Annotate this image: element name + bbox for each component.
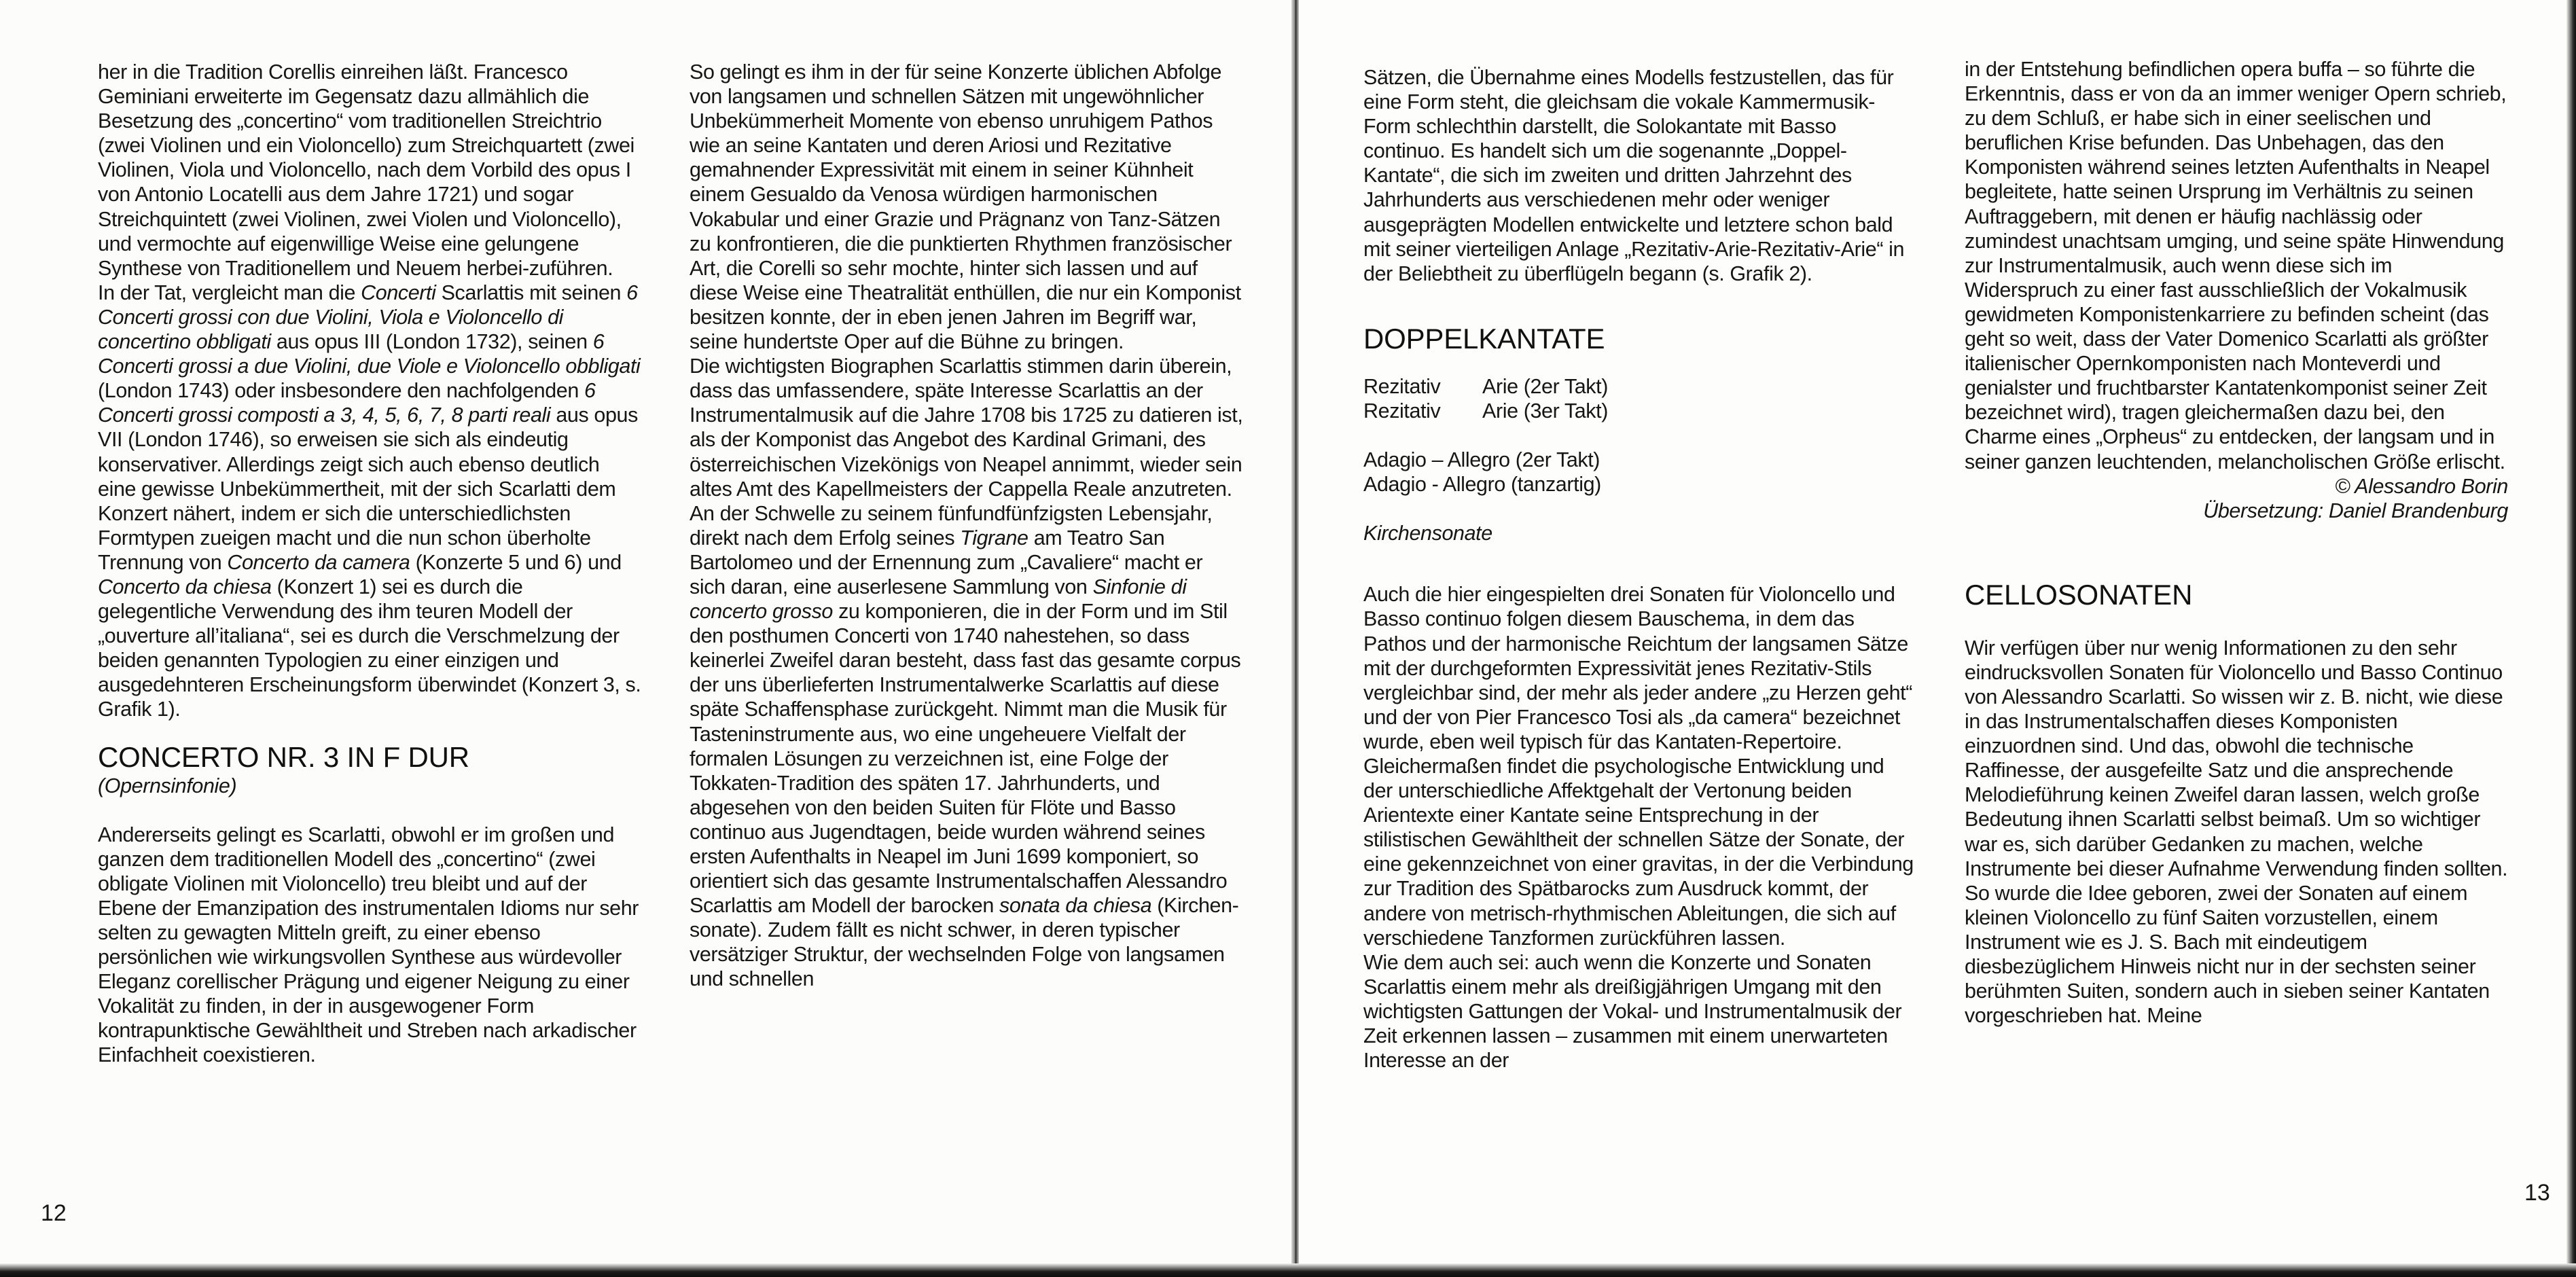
paragraph: So gelingt es ihm in der für seine Konzerte üblichen Abfolge von langsamen und schnellen Sätzen mit ungewöhnlicher Unbekümmerheit Momente von ebenso unruhigem Pathos wie an seine Kantaten und deren Ariosi und Rezitative gemahnender Expressivität mit einem in seiner Kühnheit einem Gesualdo da Venosa würdigen harmonischen Vokabular und einer Grazie und Prägnanz von Tanz-Sätzen zu konfrontieren, die die punktierten Rhythmen französischer Art, die Corelli so sehr mochte, hinter sich lassen und auf diese Weise eine Theatralität enthüllen, die nur ein Komponist besitzen konnte, der in eben jenen Jahren im Begriff war, seine hundertste Oper auf die Bühne zu bringen. (690, 60, 1241, 354)
right-page (1299, 0, 2576, 1277)
page-edge (2566, 0, 2576, 1277)
paragraph: Sätzen, die Übernahme eines Modells festzustellen, das für eine Form steht, die gleichsam die vokale Kammermusik-Form schlechthin darstellt, die Solokantate mit Basso continuo. Es handelt sich um die sogenannte „Doppel-Kantate“, die sich im zweiten und dritten Jahrzehnt des Jahrhunderts aus verschiedenen mehr oder weniger ausgeprägten Modellen entwickelte und letztere schon bald mit seiner vierteiligen Anlage „Rezitativ-Arie-Rezitativ-Arie“ in der Beliebtheit zu überflügeln begann (s. Grafik 2). (1363, 66, 1905, 285)
left-column-1 (98, 60, 641, 1068)
paragraph: her in die Tradition Corellis einreihen läßt. Francesco Geminiani erweiterte im Gegensatz dazu allmählich die Besetzung des „concertino“ vom traditionellen Streichtrio (zwei Violinen und ein Violoncello) zum Streichquartett (zwei Violinen, Viola und Violoncello, nach dem Vorbild des opus I von Antonio Locatelli aus dem Jahre 1721) und sogar Streichquintett (zwei Violinen, zwei Violen und Violoncello), und vermochte auf eigenwillige Weise eine gelungene Synthese von Traditionellem und Neuem herbei-zuführen. (98, 60, 634, 280)
page-edge (0, 1263, 2576, 1277)
section-heading: CELLOSONATEN (1965, 578, 2193, 611)
scheme-row: Rezitativ Arie (3er Takt) (1363, 399, 1608, 422)
page-number: 13 (2524, 1180, 2550, 1206)
right-column-1 (1363, 65, 1917, 1073)
paragraph: In der Tat, vergleicht man die Concerti Scarlattis mit seinen 6 Concerti grossi con due Violini, Viola e Violoncello di concertino obbligati aus opus III (London 1732), seinen 6 Concerti grossi a due Violini, due Viole e Violoncello obbligati (London 1743) oder insbesondere den nachfolgenden 6 Concerti grossi composti a 3, 4, 5, 6, 7, 8 parti reali aus opus VII (London 1746), so erweisen sie sich als eindeutig konservativer. Allerdings zeigt sich auch ebenso deutlich eine gewisse Unbekümmertheit, mit der sich Scarlatti dem Konzert nähert, indem er sich die unterschiedlichsten Formtypen zueigen macht und die nun schon überholte Trennung von Concerto da camera (Konzerte 5 und 6) und Concerto da chiesa (Konzert 1) sei es durch die gelegentliche Verwendung des ihm teuren Modell der „ouverture all’italiana“, sei es durch die Verschmelzung der beiden genannten Typologien zu einer einzigen und ausgedehnteren Erscheinungsform überwindet (Konzert 3, s. Grafik 1). (98, 281, 641, 721)
right-column-2 (1965, 57, 2508, 1028)
author-credit: © Alessandro Borin (2335, 474, 2508, 498)
paragraph: Auch die hier eingespielten drei Sonaten für Violoncello und Basso continuo folgen diesem Bauschema, in dem das Pathos und der harmonische Reichtum der langsamen Sätze mit der durchgeformten Expressivität jenes Rezitativ-Stils vergleichbar sind, der mehr als jeder andere „zu Herzen geht“ und der von Pier Francesco Tosi als „da camera“ bezeichnet wurde, eben weil typisch für das Kantaten-Repertoire. Gleichermaßen findet die psychologische Entwicklung und der unterschiedliche Affektgehalt der Vertonung beiden Arientexte einer Kantate seine Entsprechung in der stilistischen Gewähltheit der schnellen Sätze der Sonate, der eine gekennzeichnet von einer gravitas, in der die Verbindung zur Tradition des Spätbarocks zum Ausdruck kommt, der andere von metrisch-rhythmischen Ableitungen, die sich auf verschiedene Tanzformen zurückführen lassen. (1363, 583, 1914, 950)
translator-credit: Übersetzung: Daniel Brandenburg (2203, 499, 2508, 522)
paragraph: Wir verfügen über nur wenig Informationen zu den sehr eindrucksvollen Sonaten für Violoncello und Basso Continuo von Alessandro Scarlatti. So wissen wir z. B. nicht, wie diese in das Instrumentalschaffen dieses Komponisten einzuordnen sind. Und das, obwohl die technische Raffinesse, der ausgefeilte Satz und die ansprechende Melodieführung keinen Zweifel daran lassen, welch große Bedeutung ihnen Scarlatti selbst beimaß. Um so wichtiger war es, sich darüber Gedanken zu machen, welche Instrumente bei dieser Aufnahme Verwendung finden sollten. So wurde die Idee geboren, zwei der Sonaten auf einem kleinen Violoncello zu fünf Saiten vorzustellen, einem Instrument wie es J. S. Bach mit eindeutigem diesbezüglichem Hinweis nicht nur in der sechsten seiner berühmten Suiten, sondern auch in sieben seiner Kantaten vorgeschrieben hat. Meine (1965, 636, 2508, 1028)
left-column-2 (690, 60, 1243, 992)
scheme-row: Rezitativ Arie (2er Takt) (1363, 374, 1608, 398)
paragraph: Andererseits gelingt es Scarlatti, obwohl er im großen und ganzen dem traditionellen Modell des „concertino“ (zwei obligate Violinen mit Violoncello) treu bleibt und auf der Ebene der Emanzipation des instrumentalen Idioms nur sehr selten zu gewagten Mitteln greift, zu einer ebenso persönlichen wie wirkungsvollen Synthese aus würdevoller Eleganz corellischer Prägung und eigener Neigung zu einer Vokalität zu finden, in der in ausgewogener Form kontrapunktische Gewähltheit und Streben nach arkadischer Einfachheit coexistieren. (98, 823, 639, 1067)
book-gutter (1291, 0, 1299, 1277)
scheme-line: Adagio - Allegro (tanzartig) (1363, 473, 1601, 497)
paragraph: Wie dem auch sei: auch wenn die Konzerte und Sonaten Scarlattis einem mehr als dreißigjährigen Umgang mit den wichtigsten Gattungen der Vokal- und Instrumentalmusik der Zeit erkennen lassen – zusammen mit einem unerwarteten Interesse an der (1363, 950, 1902, 1073)
page-number: 12 (41, 1200, 67, 1226)
section-subheading: (Opernsinfonie) (98, 774, 237, 797)
scheme-line: Adagio – Allegro (2er Takt) (1363, 448, 1600, 472)
paragraph: in der Entstehung befindlichen opera buffa – so führte die Erkenntnis, dass er von da an immer weniger Opern schrieb, zu dem Schluß, er habe sich in einer seelischen und beruflichen Krise befunden. Das Unbehagen, das den Komponisten während seines letzten Aufenthalts in Neapel begleitete, hatte seinen Ursprung im Verhältnis zu seinen Auftraggebern, mit denen er häufig nachlässig oder zumindest unachtsam umging, und seine späte Hinwendung zur Instrumentalmusik, auch wenn diese sich im Widerspruch zu einer fast ausschließlich der Vokalmusik gewidmeten Komponistenkarriere zu befinden scheint (das geht so weit, dass der Vater Domenico Scarlatti als größter italienischer Opernkomponisten nach Monteverdi und genialster und fruchtbarster Kantatenkomponist seiner Zeit bezeichnet wird), tragen gleichermaßen dazu bei, den Charme eines „Orpheus“ zu entdecken, der langsam und in seiner ganzen leuchtenden, melancholischen Größe erlischt. (1965, 58, 2507, 473)
section-heading: CONCERTO NR. 3 IN F DUR (98, 740, 469, 773)
paragraph: Die wichtigsten Biographen Scarlattis stimmen darin überein, dass das umfassendere, späte Interesse Scarlattis an der Instrumentalmusik auf die Jahre 1708 bis 1725 zu datieren ist, als der Komponist das Angebot des Kardinal Grimani, des österreichischen Vizekönigs von Neapel annimmt, wieder sein altes Amt des Kapellmeisters der Cappella Reale anzutreten. An der Schwelle zu seinem fünfundfünfzigsten Lebensjahr, direkt nach dem Erfolg seines Tigrane am Teatro San Bartolomeo und der Ernennung zum „Cavaliere“ macht er sich daran, eine auserlesene Sammlung von Sinfonie di concerto grosso zu komponieren, die in der Form und im Stil den posthumen Concerti von 1740 nahestehen, so dass keinerlei Zweifel daran besteht, dass fast das gesamte corpus der uns überlieferten Instrumentalwerke Scarlattis auf diese späte Schaffensphase zurückgeht. Nimmt man die Musik für Tasteninstrumente aus, wo eine ungeheuere Vielfalt der formalen Lösungen zu verzeichnen ist, eine Folge der Tokkaten-Tradition des späten 17. Jahrhunderts, und abgesehen von den beiden Suiten für Flöte und Basso continuo aus Jugendtagen, beide wurden während seines ersten Aufenthalts in Neapel im Juni 1699 komponiert, so orientiert sich das gesamte Instrumentalschaffen Alessandro Scarlattis am Modell der barocken sonata da chiesa (Kirchen-sonate). Zudem fällt es nicht schwer, in deren typischer versätziger Struktur, der wechselnden Folge von langsamen und schnellen (690, 355, 1243, 991)
scheme-caption: Kirchensonate (1363, 522, 1492, 545)
section-heading: DOPPELKANTATE (1363, 322, 1605, 355)
